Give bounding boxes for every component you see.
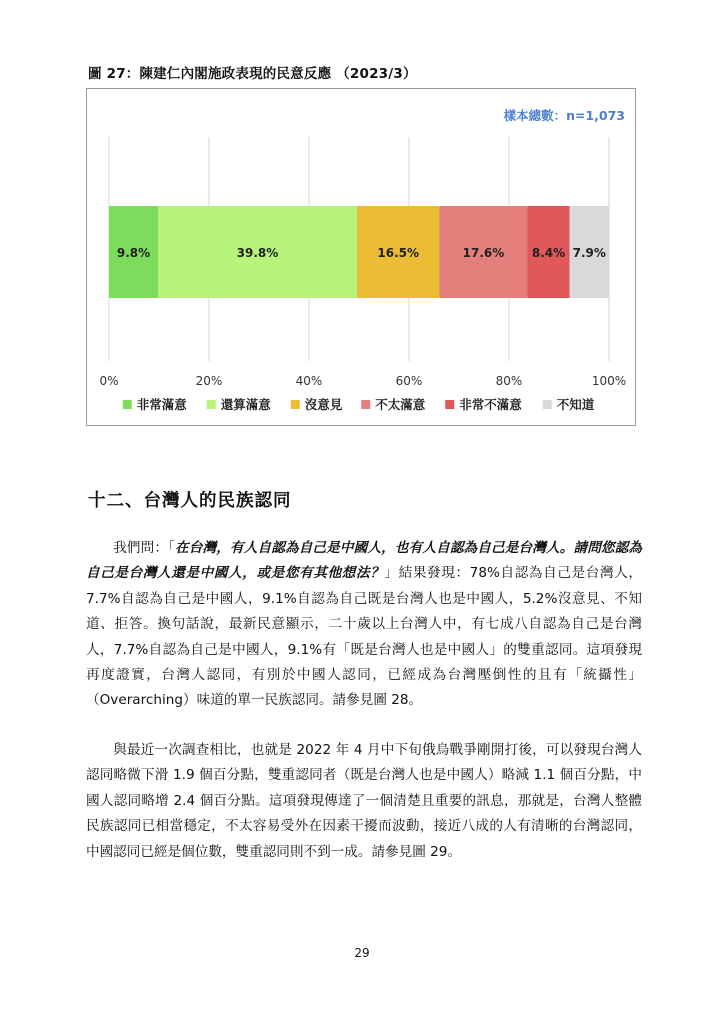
legend-label: 還算滿意 [220,397,271,412]
data-label: 8.4% [531,246,566,260]
data-label: 39.8% [236,246,279,260]
legend-label: 非常不滿意 [459,397,522,412]
paragraph-1-lead: 我們問：「 [113,540,176,556]
paragraph-2-text: 與最近一次調查相比，也就是 2022 年 4 月中下旬俄烏戰爭剛開打後，可以發現台灣人認同略微下滑 1.9 個百分點，雙重認同者（既是台灣人也是中國人）略減 1.1 個百分點，中國人認同略增 2.4 個百分點。這項發現傳達了一個清楚且重要的訊息，那就是，台灣人整體民族認同已相當穩定，不太容易受外在因素干擾而波動，接近八成的人有清晰的台灣認同，中國認同已經是個位數，雙重認同則不到一成。請參見圖 29。 [86,742,642,860]
legend-label: 不知道 [556,397,595,412]
chart-frame [86,88,636,426]
legend-label: 沒意見 [304,397,343,412]
page-number: 29 [354,946,370,960]
stacked-bar-chart [87,89,637,427]
legend [123,397,595,412]
legend-swatch [445,400,454,409]
x-tick-label: 0% [99,374,119,388]
x-tick-label: 20% [195,374,223,388]
legend-label: 非常滿意 [136,397,187,412]
section-title: 十二、台灣人的民族認同 [88,491,292,511]
data-label: 16.5% [377,246,420,260]
legend-swatch [543,400,552,409]
paragraph-1-rest: 」結果發現：78%自認為自己是台灣人，7.7%自認為自己是中國人，9.1%自認為自己既是台灣人也是中國人，5.2%沒意見、不知道、拒答。換句話說，最新民意顯示，二十歲以上台灣人中，有七成八自認為自己是台灣人，7.7%自認為自己是中國人，9.1%有「既是台灣人也是中國人」的雙重認同。這項發現再度證實，台灣人認同，有別於中國人認同，已經成為台灣壓倒性的且有「統攝性」（Overarching）味道的單一民族認同。請參見圖 28。 [86,565,642,709]
x-tick-label: 80% [495,374,523,388]
legend-swatch [123,400,132,409]
bar-segments [109,206,609,298]
x-tick-label: 100% [591,374,627,388]
x-tick-label: 40% [295,374,323,388]
data-label: 17.6% [462,246,505,260]
paragraph-1 [86,536,642,714]
survey-question: 在台灣，有人自認為自己是中國人，也有人自認為自己是台灣人。請問您認為自己是台灣人還是中國人，或是您有其他想法？ [86,540,643,582]
data-label: 9.8% [116,246,151,260]
data-label: 7.9% [572,246,606,260]
figure-title: 圖 27：陳建仁內閣施政表現的民意反應 （2023/3） [88,66,417,82]
legend-swatch [207,400,216,409]
x-axis-ticks [99,374,626,388]
legend-swatch [291,400,300,409]
legend-label: 不太滿意 [375,397,426,412]
legend-swatch [361,400,370,409]
paragraph-2 [86,738,642,865]
sample-size-note: 樣本總數：n=1,073 [503,108,625,123]
x-tick-label: 60% [395,374,423,388]
